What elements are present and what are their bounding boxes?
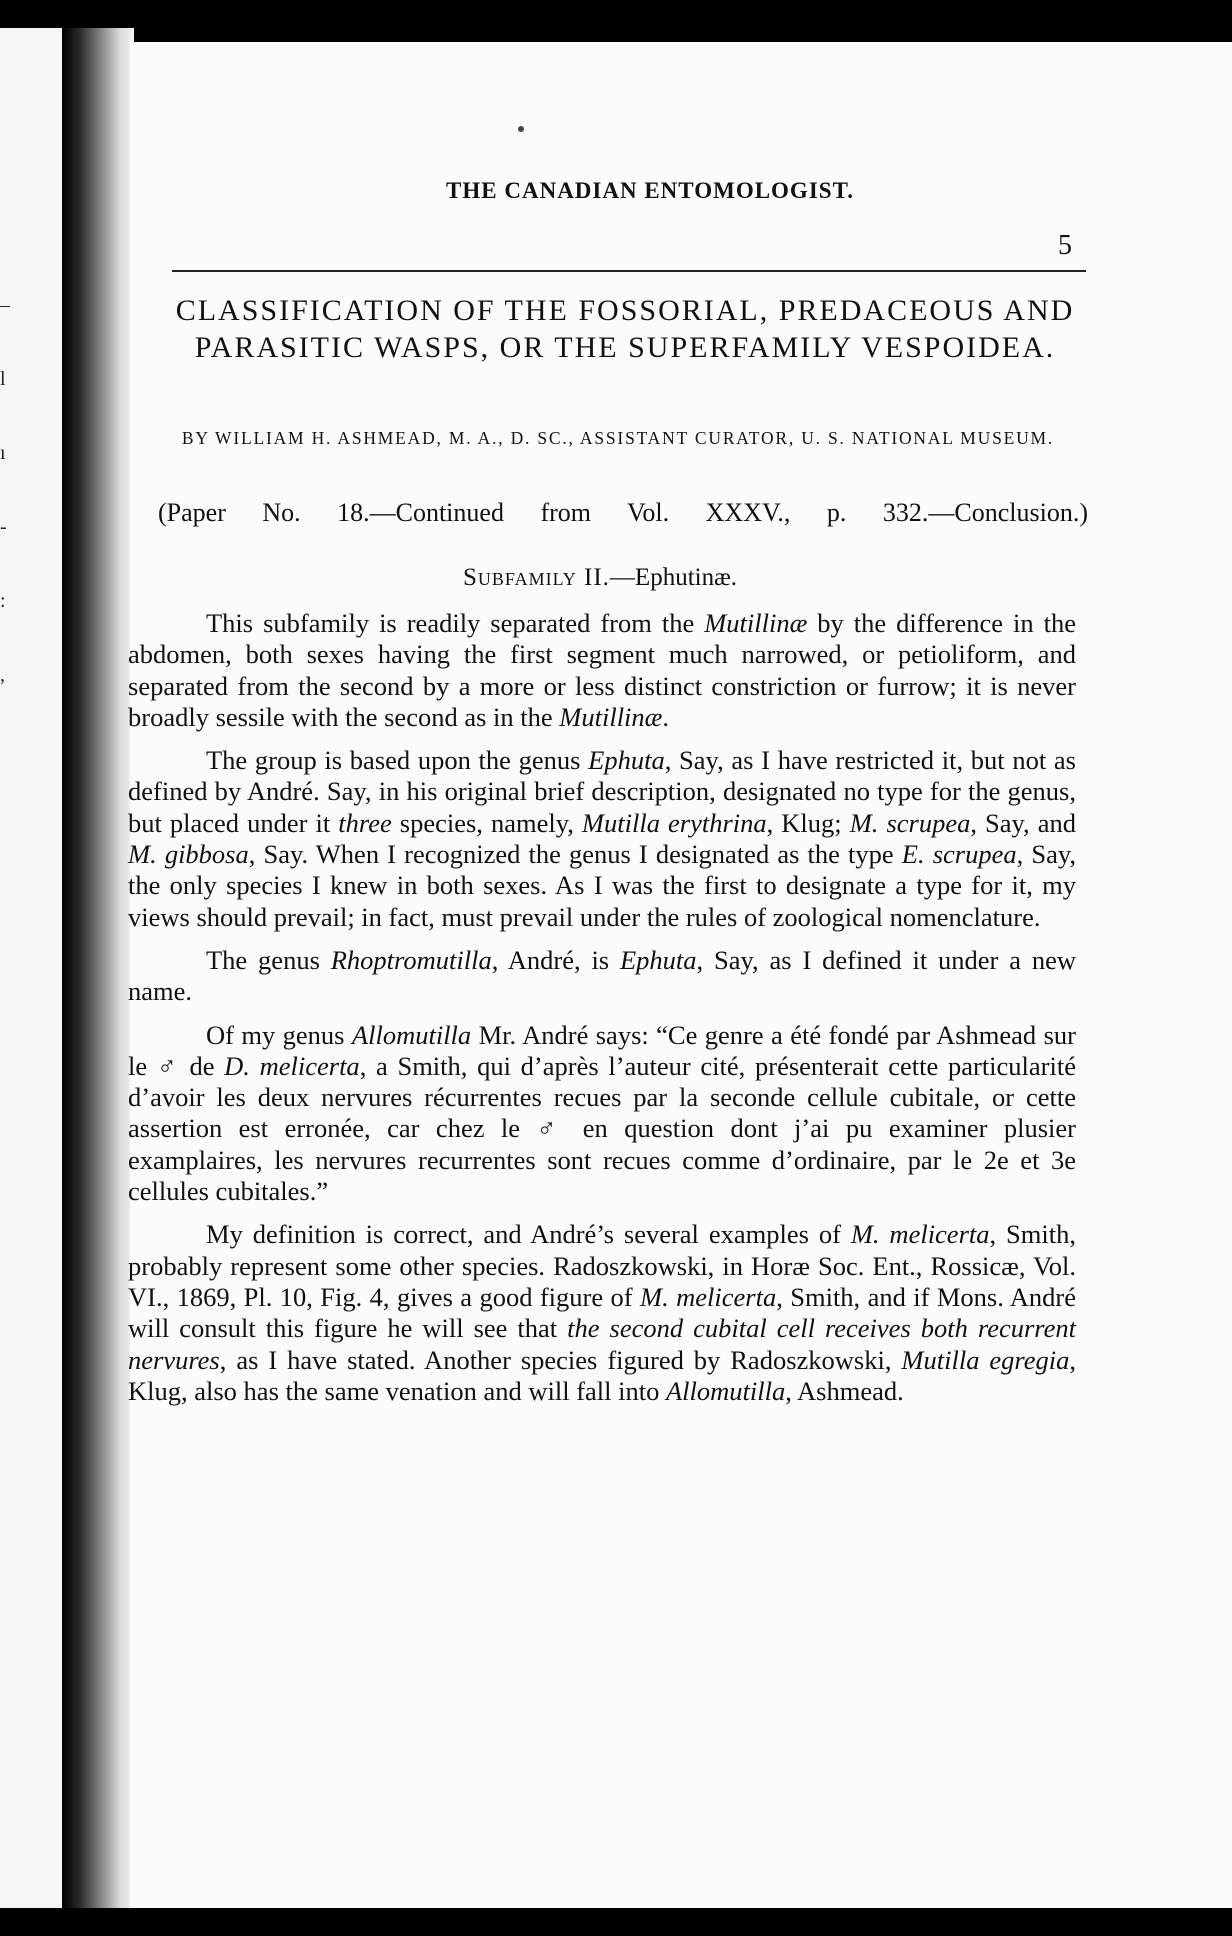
italic-term: Allomutilla xyxy=(351,1019,472,1050)
text-run: , Say, as I defined it under a new name. xyxy=(128,944,1077,1007)
italic-term: Mutillinæ xyxy=(704,608,808,638)
italic-term: Mutilla egregia xyxy=(901,1344,1070,1375)
italic-term: Mutillinæ xyxy=(559,701,663,732)
paper-note: (Paper No. 18.—Continued from Vol. XXXV., p. 332.—Conclusion.) xyxy=(158,498,1088,527)
speck xyxy=(518,126,524,132)
text-run: , Say, the only species I knew in both sexes. As I was the first to designate a type for it, my views should prevail; in fact, must prevail under the rules of zoological nomenclature. xyxy=(128,839,1077,932)
paragraph xyxy=(128,1020,1076,1208)
text-run: species, namely, xyxy=(391,807,582,838)
italic-term: M. melicerta xyxy=(640,1281,777,1312)
article-title: CLASSIFICATION OF THE FOSSORIAL, PREDACEOUS AND PARASITIC WASPS, OR THE SUPERFAMILY VESPOIDEA. xyxy=(175,294,1075,364)
text-run: , Smith, probably represent some other species. Radoszkowski, in Horæ Soc. Ent., Rossicæ, Vol. VI., 1869, Pl. 10, Fig. 4, gives a good figure of xyxy=(128,1219,1076,1312)
paragraph xyxy=(128,745,1076,933)
italic-term: Rhoptromutilla xyxy=(330,944,492,975)
italic-term: M. scrupea xyxy=(849,807,971,838)
italic-term: D. melicerta xyxy=(224,1050,360,1081)
italic-term: Mutilla erythrina xyxy=(581,807,767,838)
facing-page-fragments: – l ı - : , xyxy=(0,294,10,686)
paragraph xyxy=(128,1219,1076,1407)
text-run: , André, is xyxy=(491,944,620,975)
author-byline: BY WILLIAM H. ASHMEAD, M. A., D. SC., ASSISTANT CURATOR, U. S. NATIONAL MUSEUM. xyxy=(181,428,1055,448)
italic-term: three xyxy=(338,807,392,838)
text-run: , Smith, and if Mons. André will consult this figure he will see that xyxy=(128,1281,1076,1344)
text-run: The group is based upon the genus xyxy=(206,745,589,776)
italic-term: M. melicerta xyxy=(850,1219,990,1250)
page-number: 5 xyxy=(1058,230,1072,261)
italic-term: E. scrupea xyxy=(901,839,1017,870)
paragraph xyxy=(128,945,1076,1008)
facing-page-edge xyxy=(0,28,62,1908)
article-body xyxy=(128,608,1076,1419)
text-run: , Klug; xyxy=(766,807,850,838)
text-run: The genus xyxy=(206,944,331,975)
text-run: This subfamily is readily separated from the xyxy=(206,608,705,638)
italic-term: M. gibbosa xyxy=(128,839,249,870)
italic-term: Ephuta xyxy=(588,745,665,776)
text-run: Mr. André says: “Ce genre a été fondé par Ashmead sur le ♂ de xyxy=(128,1019,1076,1081)
running-head: THE CANADIAN ENTOMOLOGIST. xyxy=(446,178,854,203)
text-run: , Klug, also has the same venation and will fall into xyxy=(128,1344,1076,1406)
italic-term: Ephuta xyxy=(619,944,697,975)
text-run: , Say, and xyxy=(970,807,1076,838)
text-run: , as I have stated. Another species figured by Radoszkowski, xyxy=(219,1344,902,1375)
text-run: . xyxy=(662,701,669,732)
italic-term: the second cubital cell receives both recurrent nervures xyxy=(128,1313,1076,1375)
italic-term: Allomutilla xyxy=(665,1375,786,1406)
text-run: My definition is correct, and André’s several examples of xyxy=(206,1219,851,1250)
text-run: Of my genus xyxy=(206,1019,352,1050)
text-run: by the difference in the abdomen, both sexes having the first segment much narrowed, or petioliform, and separated from the second by a more or less distinct constriction or furrow; it is never broadly sessile with the second as in the xyxy=(128,608,1076,732)
text-run: , a Smith, qui d’après l’auteur cité, présenterait cette particularité d’avoir les deux nervures récurrentes recues par la seconde cellule cubitale, or cette assertion est erronée, car chez le ♂ en question dont j’ai pu examiner plusier examplaires, les nervures recurrentes sont recues comme d’ordinaire, par le 2e et 3e cellules cubitales.” xyxy=(128,1050,1076,1207)
text-run: , Say. When I recognized the genus I designated as the type xyxy=(248,839,902,870)
subfamily-heading xyxy=(150,564,1050,592)
subfamily-label: Subfamily II. xyxy=(462,564,610,591)
text-run: , Ashmead. xyxy=(785,1375,904,1406)
header-rule xyxy=(172,270,1086,272)
text-run: , Say, as I have restricted it, but not as defined by André. Say, in his original brief description, designated no type for the genus, but placed under it xyxy=(128,745,1076,838)
paragraph xyxy=(128,608,1076,733)
book-gutter-shadow xyxy=(62,28,134,1908)
subfamily-name: —Ephutinæ. xyxy=(609,564,738,591)
